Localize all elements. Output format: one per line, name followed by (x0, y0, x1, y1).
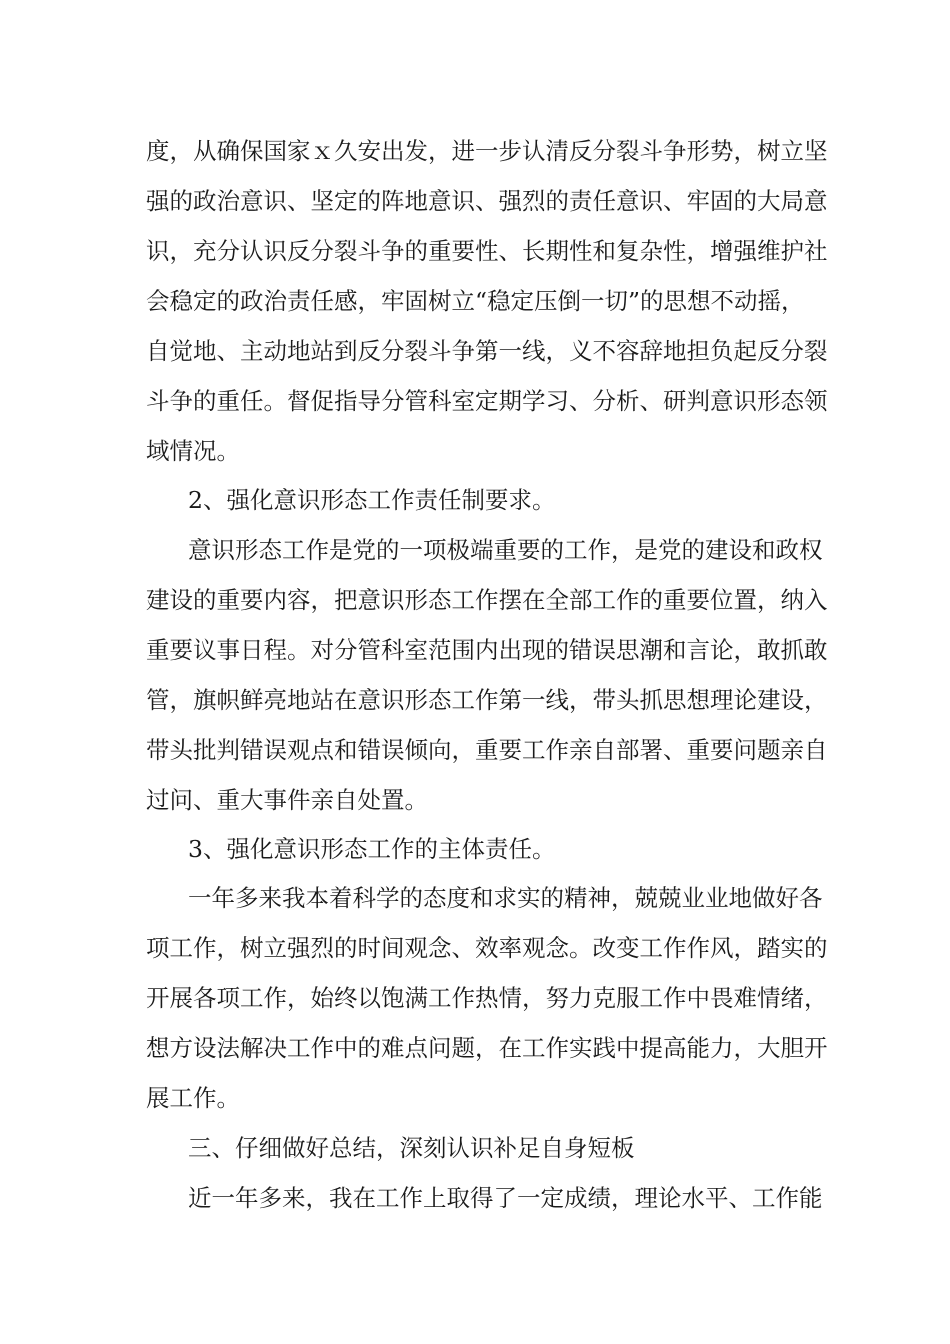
body-text-line: 过问、重大事件亲自处置。 (146, 786, 428, 814)
section-heading: 三、仔细做好总结，深刻认识补足自身短板 (188, 1134, 635, 1162)
body-text-line: 一年多来我本着科学的态度和求实的精神，兢兢业业地做好各 (188, 884, 823, 912)
body-text-line: 项工作，树立强烈的时间观念、效率观念。改变工作作风，踏实的 (146, 934, 828, 962)
body-text-line: 强的政治意识、坚定的阵地意识、强烈的责任意识、牢固的大局意 (146, 187, 828, 215)
body-text-line: 重要议事日程。对分管科室范围内出现的错误思潮和言论，敢抓敢 (146, 636, 828, 664)
body-text-line: 建设的重要内容，把意识形态工作摆在全部工作的重要位置，纳入 (146, 586, 828, 614)
body-text-line: 展工作。 (146, 1084, 240, 1112)
body-text-line: 带头批判错误观点和错误倾向，重要工作亲自部署、重要问题亲自 (146, 736, 828, 764)
body-text-line: 自觉地、主动地站到反分裂斗争第一线，义不容辞地担负起反分裂 (146, 337, 828, 365)
body-text-line: 度，从确保国家ｘ久安出发，进一步认清反分裂斗争形势，树立坚 (146, 137, 828, 165)
body-text-line: 斗争的重任。督促指导分管科室定期学习、分析、研判意识形态领 (146, 387, 828, 415)
body-text-line: 想方设法解决工作中的难点问题，在工作实践中提高能力，大胆开 (146, 1034, 828, 1062)
body-text-line: 识，充分认识反分裂斗争的重要性、长期性和复杂性，增强维护社 (146, 237, 828, 265)
body-text-line: 会稳定的政治责任感，牢固树立“稳定压倒一切”的思想不动摇， (146, 287, 805, 315)
section-heading: 3、强化意识形态工作的主体责任。 (188, 835, 556, 863)
body-text-line: 域情况。 (146, 437, 240, 465)
section-heading: 2、强化意识形态工作责任制要求。 (188, 486, 556, 514)
body-text-line: 意识形态工作是党的一项极端重要的工作，是党的建设和政权 (188, 536, 823, 564)
body-text-line: 管，旗帜鲜亮地站在意识形态工作第一线，带头抓思想理论建设， (146, 686, 828, 714)
body-text-line: 开展各项工作，始终以饱满工作热情，努力克服工作中畏难情绪， (146, 984, 828, 1012)
body-text-line: 近一年多来，我在工作上取得了一定成绩，理论水平、工作能 (188, 1184, 823, 1212)
